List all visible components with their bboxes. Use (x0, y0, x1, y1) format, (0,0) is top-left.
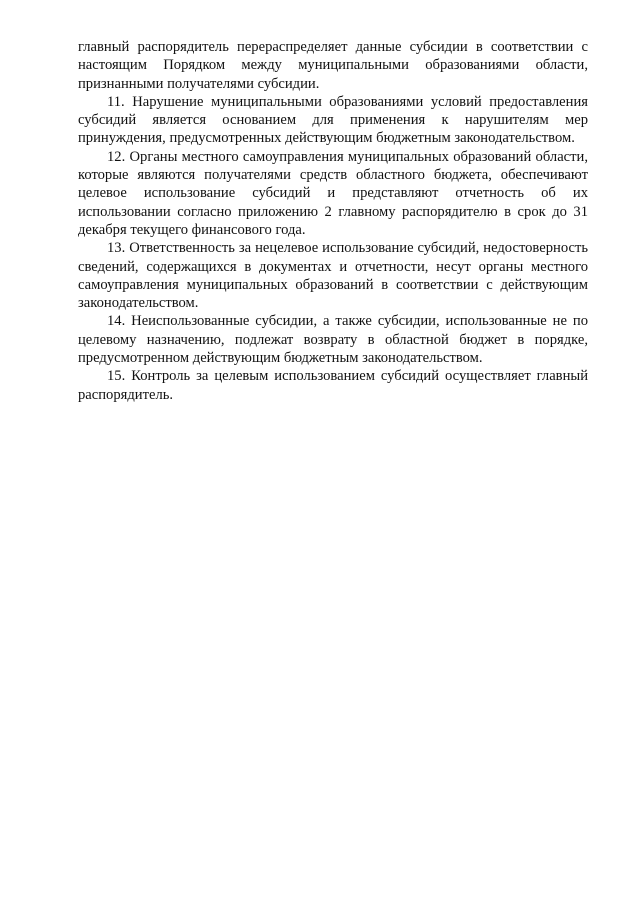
paragraph-14: 14. Неиспользованные субсидии, а также субсидии, использованные не по целевому назначению, подлежат возврату в областной бюджет в порядке, предусмотренном действующим бюджетным законодательством. (78, 313, 588, 367)
paragraph-15: 15. Контроль за целевым использованием субсидий осуществляет главный распорядитель. (78, 368, 588, 403)
paragraph-10-continuation: главный распорядитель перераспределяет данные субсидии в соответствии с настоящим Порядком между муниципальными образованиями области, признанными получателями субсидии. (78, 39, 588, 92)
paragraph-12: 12. Органы местного самоуправления муниципальных образований области, которые являются получателями средств областного бюджета, обеспечивают целевое использование субсидий и представляют отчетность об их использовании согласно приложению 2 главному распорядителю в срок до 31 декабря текущего финансового года. (78, 148, 588, 238)
document-body (78, 38, 588, 404)
paragraph-13: 13. Ответственность за нецелевое использование субсидий, недостоверность сведений, содержащихся в документах и отчетности, несут органы местного самоуправления муниципальных образований в соответствии с действующим законодательством. (78, 240, 588, 312)
paragraph-11: 11. Нарушение муниципальными образованиями условий предоставления субсидий является основанием для применения к нарушителям мер принуждения, предусмотренных действующим бюджетным законодательством. (78, 93, 588, 147)
